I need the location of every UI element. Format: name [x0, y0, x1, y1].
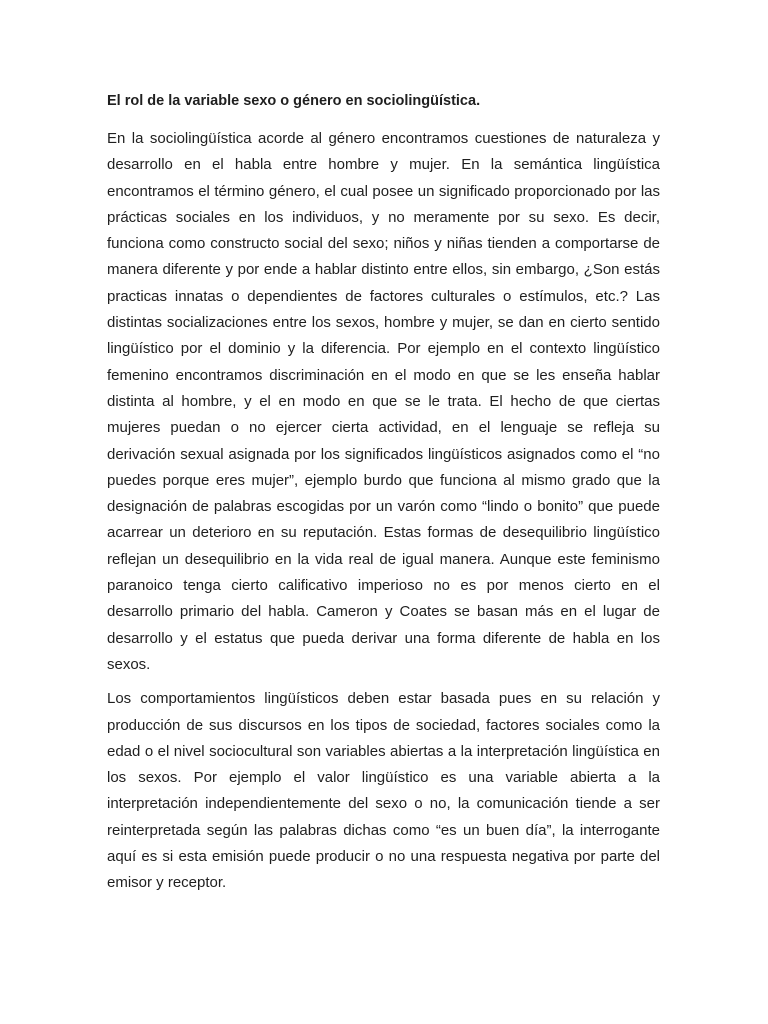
paragraph-1: En la sociolingüística acorde al género encontramos cuestiones de naturaleza y desarrollo en el habla entre hombre y mujer. En la semántica lingüística encontramos el término género, el cual posee un significado proporcionado por las prácticas sociales en los individuos, y no meramente por su sexo. Es decir, funciona como constructo social del sexo; niños y niñas tienden a comportarse de manera diferente y por ende a hablar distinto entre ellos, sin embargo, ¿Son estás practicas innatas o dependientes de factores culturales o estímulos, etc.? Las distintas socializaciones entre los sexos, hombre y mujer, se dan en cierto sentido lingüístico por el dominio y la diferencia. Por ejemplo en el contexto lingüístico femenino encontramos discriminación en el modo en que se les enseña hablar distinta al hombre, y el en modo en que se le trata. El hecho de que ciertas mujeres puedan o no ejercer cierta actividad, en el lenguaje se refleja su derivación sexual asignada por los significados lingüísticos asignados como el “no puedes porque eres mujer”, ejemplo burdo que funciona al mismo grado que la designación de palabras escogidas por un varón como “lindo o bonito” que puede acarrear un deterioro en su reputación. Estas formas de desequilibrio lingüístico reflejan un desequilibrio en la vida real de igual manera. Aunque este feminismo paranoico tenga cierto calificativo imperioso no es por menos cierto en el desarrollo primario del habla. Cameron y Coates se basan más en el lugar de desarrollo y el estatus que pueda derivar una forma diferente de habla en los sexos.: [107, 130, 660, 673]
paragraph-2: Los comportamientos lingüísticos deben estar basada pues en su relación y producción de sus discursos en los tipos de sociedad, factores sociales como la edad o el nivel sociocultural son variables abiertas a la interpretación lingüística en los sexos. Por ejemplo el valor lingüístico es una variable abierta a la interpretación independientemente del sexo o no, la comunicación tiende a ser reinterpretada según las palabras dichas como “es un buen día”, la interrogante aquí es si esta emisión puede producir o no una respuesta negativa por parte del emisor y receptor.: [107, 690, 660, 892]
document-body: [107, 91, 660, 905]
document-title: El rol de la variable sexo o género en sociolingüística.: [107, 93, 481, 109]
